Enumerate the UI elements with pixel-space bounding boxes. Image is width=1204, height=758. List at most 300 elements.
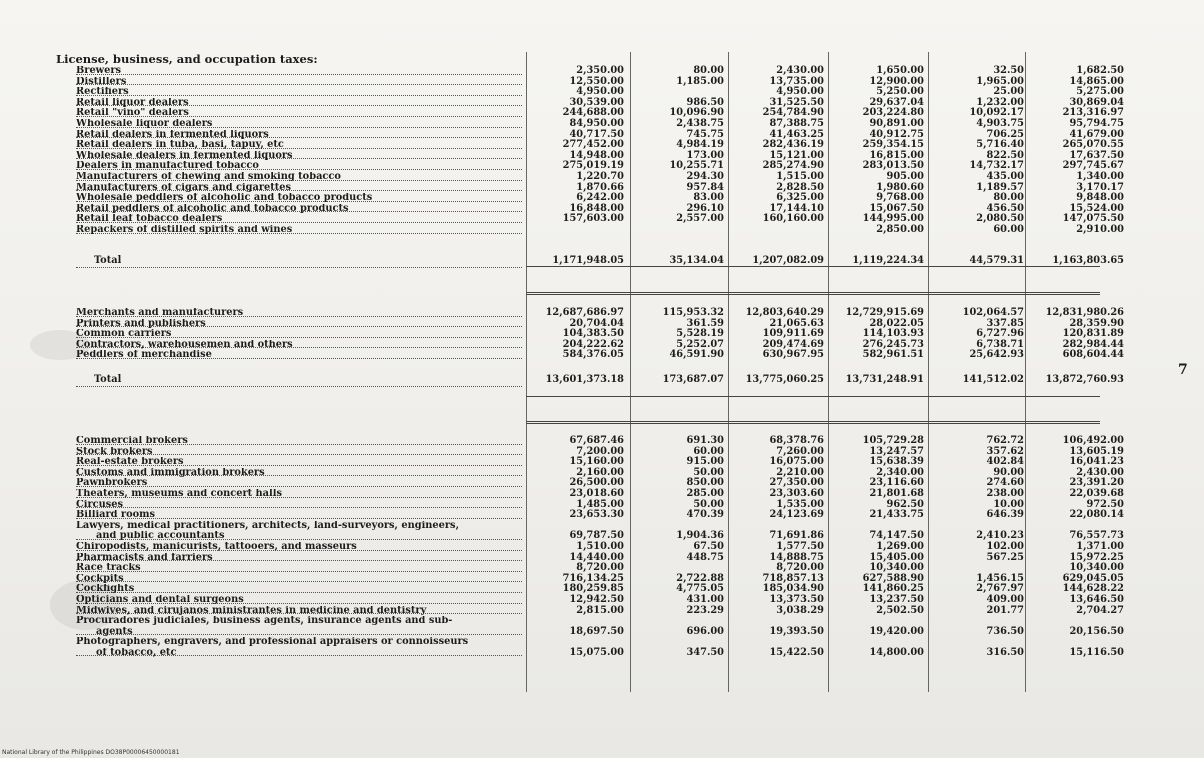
value-cell: 102.00 xyxy=(986,540,1024,552)
table-row xyxy=(56,595,1156,606)
table-row xyxy=(56,436,1156,447)
row-label xyxy=(56,119,526,130)
total-row xyxy=(56,371,1156,389)
row-label-text: of tobacco, etc xyxy=(96,647,177,658)
value-cell: 17,144.10 xyxy=(769,202,824,214)
total-cell: 1,171,948.05 xyxy=(552,254,624,266)
value-cell: 12,900.00 xyxy=(869,75,924,87)
value-cell: 41,463.25 xyxy=(769,128,824,140)
value-cell: 567.25 xyxy=(986,551,1024,563)
value-cell: 10,255.71 xyxy=(669,160,724,172)
value-cell: 6,738.71 xyxy=(976,338,1024,350)
value-cell: 87,388.75 xyxy=(769,117,824,129)
table-row xyxy=(56,66,1156,77)
rule xyxy=(526,292,1100,295)
row-label-text: Retail liquor dealers xyxy=(76,97,189,108)
row-label-text: Dealers in manufactured tobacco xyxy=(76,161,259,172)
value-cell: 15,405.00 xyxy=(869,551,924,563)
value-cell: 17,637.50 xyxy=(1069,149,1124,161)
value-cell: 14,800.00 xyxy=(869,646,924,658)
value-cell: 10.00 xyxy=(993,498,1024,510)
value-cell: 1,456.15 xyxy=(976,572,1024,584)
value-cell: 15,075.00 xyxy=(569,646,624,658)
row-label xyxy=(56,584,526,595)
value-cell: 5,250.00 xyxy=(876,86,924,98)
value-cell: 19,393.50 xyxy=(769,625,824,637)
value-cell: 23,303.60 xyxy=(769,487,824,499)
value-cell: 630,967.95 xyxy=(762,349,824,361)
row-label xyxy=(56,98,526,109)
value-cell xyxy=(526,225,628,236)
value-cell: 83.00 xyxy=(693,192,724,204)
value-cell: 14,440.00 xyxy=(569,551,624,563)
row-label xyxy=(56,193,526,204)
value-cell: 14,865.00 xyxy=(1069,75,1124,87)
value-cell: 448.75 xyxy=(686,551,724,563)
total-cell: 13,775,060.25 xyxy=(745,373,824,385)
row-label-text: Cockfights xyxy=(76,584,135,595)
value-cell: 74,147.50 xyxy=(869,530,924,542)
value-cell: 105,729.28 xyxy=(862,435,924,446)
value-cell: 28,359.90 xyxy=(1069,317,1124,329)
value-cell: 431.00 xyxy=(686,593,724,605)
row-label xyxy=(56,66,526,77)
value-cell: 402.84 xyxy=(986,456,1024,468)
value-cell: 972.50 xyxy=(1086,498,1124,510)
value-cell: 582,961.51 xyxy=(862,349,924,361)
table-row xyxy=(56,350,1156,361)
value-cell: 275,019.19 xyxy=(562,160,624,172)
value-cell: 157,603.00 xyxy=(562,213,624,225)
value-cell: 282,436.19 xyxy=(762,139,824,151)
value-cell xyxy=(728,225,828,236)
value-cell: 29,637.04 xyxy=(869,96,924,108)
row-label xyxy=(56,637,526,648)
row-label xyxy=(56,627,526,638)
row-label xyxy=(56,542,526,553)
value-cell: 69,787.50 xyxy=(569,530,624,542)
value-cell: 95,794.75 xyxy=(1069,117,1124,129)
value-cell: 114,103.93 xyxy=(862,328,924,340)
value-cell: 1,904.36 xyxy=(676,530,724,542)
value-cell: 76,557.73 xyxy=(1069,530,1124,542)
value-cell: 470.39 xyxy=(686,509,724,521)
value-cell: 347.50 xyxy=(686,646,724,658)
value-cell: 850.00 xyxy=(686,477,724,489)
value-cell: 2,410.23 xyxy=(976,530,1024,542)
value-cell: 277,452.00 xyxy=(562,139,624,151)
value-cell: 716,134.25 xyxy=(562,572,624,584)
row-label xyxy=(56,595,526,606)
value-cell: 12,831,980.26 xyxy=(1045,307,1124,318)
row-label-text: Procuradores judiciales, business agents, insurance agents and sub- xyxy=(76,616,453,627)
total-cell: 173,687.07 xyxy=(662,373,724,385)
value-cell: 285,274.90 xyxy=(762,160,824,172)
value-cell: 1,220.70 xyxy=(576,170,624,182)
row-label-text: Commercial brokers xyxy=(76,436,188,446)
value-cell: 629,045.05 xyxy=(1062,572,1124,584)
value-cell: 30,869.04 xyxy=(1069,96,1124,108)
value-cell: 957.84 xyxy=(686,181,724,193)
value-cell: 1,650.00 xyxy=(876,65,924,76)
table-row xyxy=(56,510,1156,521)
value-cell: 1,980.60 xyxy=(876,181,924,193)
value-cell: 2,557.00 xyxy=(676,213,724,225)
value-cell: 21,433.75 xyxy=(869,509,924,521)
value-cell: 12,687,686.97 xyxy=(545,307,624,318)
value-cell: 6,325.00 xyxy=(776,192,824,204)
value-cell: 736.50 xyxy=(986,625,1024,637)
footer-credit: National Library of the Philippines DO38P00006450000181 xyxy=(2,749,180,756)
value-cell: 67.50 xyxy=(693,540,724,552)
row-label xyxy=(56,225,526,236)
value-cell: 1,870.66 xyxy=(576,181,624,193)
row-label xyxy=(56,436,526,447)
value-cell: 16,815.00 xyxy=(869,149,924,161)
value-cell: 3,038.29 xyxy=(776,604,824,616)
value-cell: 718,857.13 xyxy=(762,572,824,584)
value-cell: 5,528.19 xyxy=(676,328,724,340)
row-label xyxy=(56,329,526,340)
value-cell: 435.00 xyxy=(986,170,1024,182)
value-cell: 21,801.68 xyxy=(869,487,924,499)
row-label-text: Rectifiers xyxy=(76,87,129,98)
value-cell: 2,160.00 xyxy=(576,466,624,478)
value-cell: 15,116.50 xyxy=(1069,646,1124,658)
value-cell: 22,080.14 xyxy=(1069,509,1124,521)
value-cell: 32.50 xyxy=(993,65,1024,76)
value-cell: 2,430.00 xyxy=(1076,466,1124,478)
row-label-text: Wholesale liquor dealers xyxy=(76,118,213,129)
row-label xyxy=(56,606,526,617)
value-cell: 12,729,915.69 xyxy=(845,307,924,318)
value-cell: 20,704.04 xyxy=(569,317,624,329)
value-cell: 2,815.00 xyxy=(576,604,624,616)
value-cell: 40,717.50 xyxy=(569,128,624,140)
row-label-text: Customs and immigration brokers xyxy=(76,467,265,478)
value-cell: 12,803,640.29 xyxy=(745,307,824,318)
total-cell: 44,579.31 xyxy=(969,254,1024,266)
row-label-text: Common carriers xyxy=(76,329,172,340)
value-cell: 15,422.50 xyxy=(769,646,824,658)
value-cell: 1,232.00 xyxy=(976,96,1024,108)
value-cell: 2,910.00 xyxy=(1076,223,1124,235)
total-cell: 1,119,224.34 xyxy=(852,254,924,266)
value-cell: 259,354.15 xyxy=(862,139,924,151)
value-cell: 180,259.85 xyxy=(562,583,624,595)
value-cell: 12,550.00 xyxy=(569,75,624,87)
margin-mark: 7 xyxy=(1178,362,1188,378)
row-label xyxy=(56,204,526,215)
value-cell: 60.00 xyxy=(993,223,1024,235)
row-label-text: Manufacturers of chewing and smoking tobacco xyxy=(76,171,341,182)
total-cell: 13,872,760.93 xyxy=(1045,373,1124,385)
row-label-text: Lawyers, medical practitioners, architects, land-surveyors, engineers, xyxy=(76,520,459,531)
value-cell: 27,350.00 xyxy=(769,477,824,489)
value-cell: 109,911.69 xyxy=(762,328,824,340)
value-cell: 2,767.97 xyxy=(976,583,1024,595)
value-cell: 15,972.25 xyxy=(1069,551,1124,563)
value-cell: 46,591.90 xyxy=(669,349,724,361)
value-cell: 4,950.00 xyxy=(576,86,624,98)
row-label xyxy=(56,319,526,330)
value-cell: 18,697.50 xyxy=(569,625,624,637)
table-row xyxy=(56,172,1156,183)
value-cell: 16,848.00 xyxy=(569,202,624,214)
value-cell: 115,953.32 xyxy=(662,307,724,318)
row-label xyxy=(56,521,526,532)
value-cell: 6,242.00 xyxy=(576,192,624,204)
value-cell: 14,732.17 xyxy=(969,160,1024,172)
value-cell: 173.00 xyxy=(686,149,724,161)
value-cell: 104,383.50 xyxy=(562,328,624,340)
value-cell: 80.00 xyxy=(693,65,724,76)
value-cell: 15,067.50 xyxy=(869,202,924,214)
value-cell: 16,075.00 xyxy=(769,456,824,468)
value-cell: 297,745.67 xyxy=(1062,160,1124,172)
value-cell: 60.00 xyxy=(693,445,724,457)
value-cell: 25,642.93 xyxy=(969,349,1024,361)
value-cell: 316.50 xyxy=(986,646,1024,658)
value-cell: 691.30 xyxy=(686,435,724,446)
table-row xyxy=(56,542,1156,553)
value-cell: 283,013.50 xyxy=(862,160,924,172)
row-label-text: Theaters, museums and concert halls xyxy=(76,488,282,499)
total-cell: 1,163,803.65 xyxy=(1052,254,1124,266)
row-label-text: Wholesale peddlers of alcoholic and tobacco products xyxy=(76,193,373,204)
table-row xyxy=(56,214,1156,225)
rule xyxy=(526,396,1100,397)
row-label-text: Retail "vino" dealers xyxy=(76,108,189,119)
row-label-text: and public accountants xyxy=(96,531,225,542)
table-row xyxy=(56,225,1156,236)
total-cell: 35,134.04 xyxy=(669,254,724,266)
row-label xyxy=(56,77,526,88)
value-cell: 8,720.00 xyxy=(776,562,824,574)
value-cell: 213,316.97 xyxy=(1062,107,1124,119)
value-cell: 905.00 xyxy=(886,170,924,182)
value-cell: 584,376.05 xyxy=(562,349,624,361)
value-cell: 4,775.05 xyxy=(676,583,724,595)
row-label xyxy=(56,130,526,141)
value-cell: 2,210.00 xyxy=(776,466,824,478)
value-cell: 2,438.75 xyxy=(676,117,724,129)
row-label-text: Merchants and manufacturers xyxy=(76,308,244,318)
value-cell: 1,189.57 xyxy=(976,181,1024,193)
value-cell: 238.00 xyxy=(986,487,1024,499)
row-label-text: Manufacturers of cigars and cigarettes xyxy=(76,182,292,193)
row-label-text: Retail leaf tobacco dealers xyxy=(76,214,223,225)
value-cell: 23,018.60 xyxy=(569,487,624,499)
row-label-text: Contractors, warehousemen and others xyxy=(76,339,293,350)
value-cell: 71,691.86 xyxy=(769,530,824,542)
value-cell: 1,340.00 xyxy=(1076,170,1124,182)
section-header: License, business, and occupation taxes: xyxy=(56,52,318,66)
row-label-text: Retail peddlers of alcoholic and tobacco products xyxy=(76,203,349,214)
value-cell: 120,831.89 xyxy=(1062,328,1124,340)
value-cell: 9,768.00 xyxy=(876,192,924,204)
value-cell: 106,492.00 xyxy=(1062,435,1124,446)
value-cell: 4,903.75 xyxy=(976,117,1024,129)
value-cell: 3,170.17 xyxy=(1076,181,1124,193)
value-cell: 337.85 xyxy=(986,317,1024,329)
value-cell: 357.62 xyxy=(986,445,1024,457)
value-cell: 13,735.00 xyxy=(769,75,824,87)
value-cell: 2,080.50 xyxy=(976,213,1024,225)
row-label xyxy=(56,648,526,659)
row-label-text: Circuses xyxy=(76,499,124,510)
value-cell: 7,200.00 xyxy=(576,445,624,457)
row-label xyxy=(56,183,526,194)
value-cell: 21,065.63 xyxy=(769,317,824,329)
value-cell: 13,646.50 xyxy=(1069,593,1124,605)
value-cell: 14,888.75 xyxy=(769,551,824,563)
value-cell: 4,950.00 xyxy=(776,86,824,98)
value-cell: 15,524.00 xyxy=(1069,202,1124,214)
value-cell: 2,704.27 xyxy=(1076,604,1124,616)
value-cell: 2,340.00 xyxy=(876,466,924,478)
row-label-text: Cockpits xyxy=(76,573,124,584)
value-cell: 296.10 xyxy=(686,202,724,214)
value-cell: 1,535.00 xyxy=(776,498,824,510)
row-label-text: Peddlers of merchandise xyxy=(76,350,212,361)
row-label-text: Pawnbrokers xyxy=(76,478,148,489)
value-cell: 144,995.00 xyxy=(862,213,924,225)
value-cell: 14,948.00 xyxy=(569,149,624,161)
table-row xyxy=(56,648,1156,659)
value-cell: 9,848.00 xyxy=(1076,192,1124,204)
value-cell: 2,502.50 xyxy=(876,604,924,616)
value-cell: 361.59 xyxy=(686,317,724,329)
rule xyxy=(526,421,1100,424)
value-cell: 5,716.40 xyxy=(976,139,1024,151)
value-cell: 627,588.90 xyxy=(862,572,924,584)
total-cell: 13,601,373.18 xyxy=(545,373,624,385)
value-cell: 12,942.50 xyxy=(569,593,624,605)
value-cell: 282,984.44 xyxy=(1062,338,1124,350)
value-cell: 244,688.00 xyxy=(562,107,624,119)
row-label-text: Race tracks xyxy=(76,563,141,574)
value-cell: 2,850.00 xyxy=(876,223,924,235)
value-cell: 5,252.07 xyxy=(676,338,724,350)
row-label-text: Photographers, engravers, and professional appraisers or connoisseurs xyxy=(76,637,469,648)
value-cell: 254,784.90 xyxy=(762,107,824,119)
total-row xyxy=(56,252,1156,270)
value-cell: 16,041.23 xyxy=(1069,456,1124,468)
value-cell: 706.25 xyxy=(986,128,1024,140)
row-label xyxy=(56,510,526,521)
value-cell: 1,185.00 xyxy=(676,75,724,87)
value-cell: 160,160.00 xyxy=(762,213,824,225)
table-row xyxy=(56,308,1156,319)
value-cell: 7,260.00 xyxy=(776,445,824,457)
value-cell: 15,160.00 xyxy=(569,456,624,468)
value-cell: 1,510.00 xyxy=(576,540,624,552)
row-label xyxy=(56,350,526,361)
value-cell: 13,247.57 xyxy=(869,445,924,457)
row-label xyxy=(56,214,526,225)
value-cell: 20,156.50 xyxy=(1069,625,1124,637)
value-cell: 1,485.00 xyxy=(576,498,624,510)
table-block xyxy=(56,436,1156,658)
value-cell: 294.30 xyxy=(686,170,724,182)
row-label-text: Retail dealers in fermented liquors xyxy=(76,129,269,140)
row-label-text: Chiropodists, manicurists, tattooers, and masseurs xyxy=(76,541,357,552)
value-cell: 23,653.30 xyxy=(569,509,624,521)
value-cell: 1,371.00 xyxy=(1076,540,1124,552)
total-cell: 141,512.02 xyxy=(962,373,1024,385)
value-cell: 204,222.62 xyxy=(562,338,624,350)
row-label xyxy=(56,447,526,458)
value-cell: 276,245.73 xyxy=(862,338,924,350)
row-label xyxy=(56,308,526,319)
value-cell: 15,638.39 xyxy=(869,456,924,468)
value-cell: 13,373.50 xyxy=(769,593,824,605)
value-cell: 67,687.46 xyxy=(569,435,624,446)
value-cell: 1,515.00 xyxy=(776,170,824,182)
row-label xyxy=(56,553,526,564)
value-cell: 24,123.69 xyxy=(769,509,824,521)
value-cell: 2,350.00 xyxy=(576,65,624,76)
value-cell: 41,679.00 xyxy=(1069,128,1124,140)
total-label-text: Total xyxy=(94,254,122,266)
value-cell: 40,912.75 xyxy=(869,128,924,140)
value-cell: 90,891.00 xyxy=(869,117,924,129)
value-cell: 10,092.17 xyxy=(969,107,1024,119)
value-cell: 68,378.76 xyxy=(769,435,824,446)
row-label-text: Repackers of distilled spirits and wines xyxy=(76,224,293,235)
row-label xyxy=(56,616,526,627)
row-label xyxy=(56,531,526,542)
row-label-text: Pharmacists and farriers xyxy=(76,552,213,563)
value-cell: 185,034.90 xyxy=(762,583,824,595)
value-cell: 144,628.22 xyxy=(1062,583,1124,595)
table-row xyxy=(56,606,1156,617)
value-cell xyxy=(628,225,728,236)
total-label-text: Total xyxy=(94,373,122,385)
row-label xyxy=(56,340,526,351)
value-cell: 1,577.50 xyxy=(776,540,824,552)
value-cell: 13,237.50 xyxy=(869,593,924,605)
row-label-text: Billiard rooms xyxy=(76,510,156,521)
row-label-text: Opticians and dental surgeons xyxy=(76,594,244,605)
total-label xyxy=(56,371,526,389)
row-label xyxy=(56,500,526,511)
value-cell: 745.75 xyxy=(686,128,724,140)
row-label xyxy=(56,151,526,162)
value-cell: 13,605.19 xyxy=(1069,445,1124,457)
value-cell: 1,269.00 xyxy=(876,540,924,552)
value-cell: 90.00 xyxy=(993,466,1024,478)
value-cell: 5,275.00 xyxy=(1076,86,1124,98)
value-cell: 646.39 xyxy=(986,509,1024,521)
row-label xyxy=(56,457,526,468)
value-cell: 141,860.25 xyxy=(862,583,924,595)
value-cell: 8,720.00 xyxy=(576,562,624,574)
total-cell: 1,207,082.09 xyxy=(752,254,824,266)
value-cell: 201.77 xyxy=(986,604,1024,616)
row-label-text: Printers and publishers xyxy=(76,318,206,329)
total-cell: 13,731,248.91 xyxy=(845,373,924,385)
value-cell: 26,500.00 xyxy=(569,477,624,489)
table-block xyxy=(56,308,1156,389)
value-cell: 2,722.88 xyxy=(676,572,724,584)
value-cell: 10,340.00 xyxy=(1069,562,1124,574)
row-label-text: Stock brokers xyxy=(76,446,153,457)
value-cell: 6,727.96 xyxy=(976,328,1024,340)
value-cell: 23,116.60 xyxy=(869,477,924,489)
value-cell: 19,420.00 xyxy=(869,625,924,637)
